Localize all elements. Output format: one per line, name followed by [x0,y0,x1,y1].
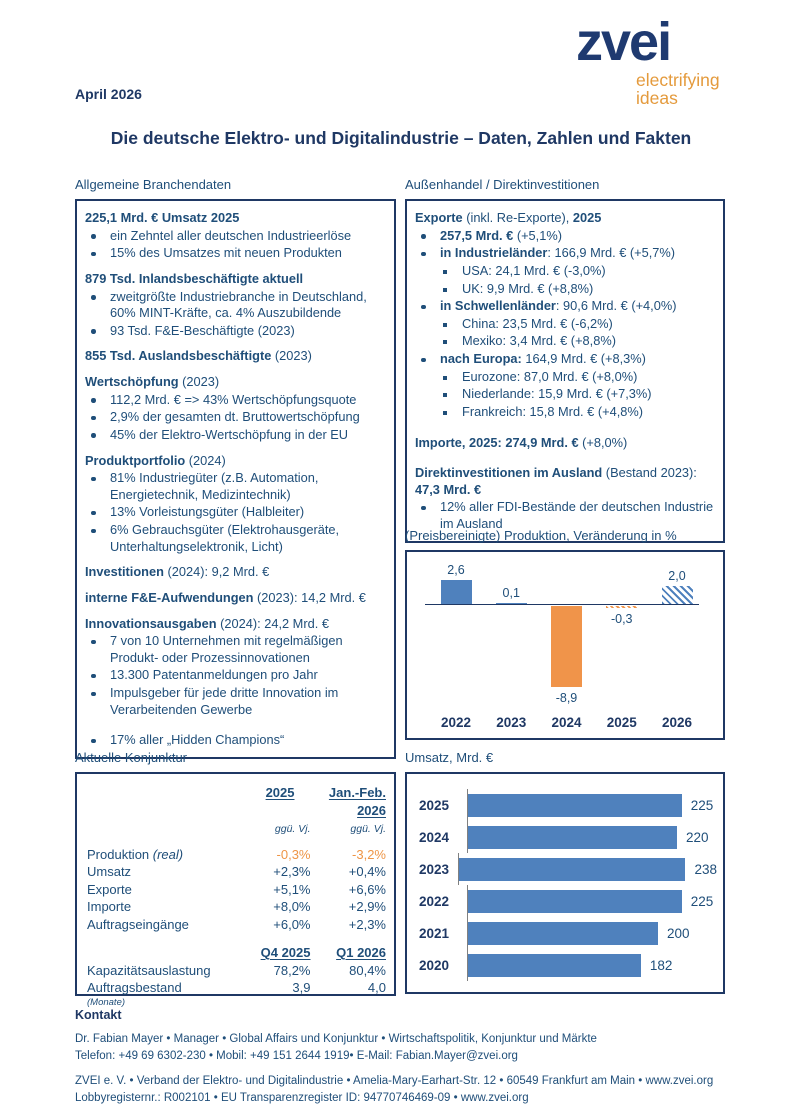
chart-bar [551,606,582,688]
fact-bullet: 15% des Umsatzes mit neuen Produkten [85,245,386,262]
fact-bullet: ein Zehntel aller deutschen Industrieerlöse [85,228,386,245]
chart-row [419,821,717,853]
section-konjunktur [75,750,396,1008]
fact-subbullet: UK: 9,9 Mrd. € (+8,8%) [415,281,715,298]
aussenhandel-box [405,199,725,543]
fact-heading: interne F&E-Aufwendungen (2023): 14,2 Mrd. € [85,589,366,605]
footer-contact-line1: Dr. Fabian Mayer • Manager • Global Affairs und Konjunktur • Wirtschaftspolitik, Konjunktur und Märkte [75,1033,597,1046]
section-label-aussenhandel: Außenhandel / Direktinvestitionen [405,177,600,192]
bar-area [467,789,717,821]
fact-bullet: 7 von 10 Unternehmen mit regelmäßigen Produkt- oder Prozessinnovationen [85,633,386,666]
chart-bar [468,890,682,913]
y-axis-tick-label: 2024 [419,829,450,845]
x-axis-tick-label: 2023 [496,715,527,730]
chart-bar [662,586,693,604]
footer-contact [75,1031,765,1064]
table-spacer [87,933,386,944]
column-header-2026: 2026 [357,802,386,818]
fact-bullet: in Industrieländer: 166,9 Mrd. € (+5,7%) [415,245,715,262]
fact-heading: Exporte (inkl. Re-Exporte), 2025 [415,210,602,225]
fact-bullet: 17% aller „Hidden Champions“ [85,732,386,749]
footer-org-line2: Lobbyregisternr.: R002101 • EU Transparenzregister ID: 94770746469-09 • www.zvei.org [75,1092,529,1105]
row-value: +2,3% [348,916,386,932]
x-axis-tick-label: 2026 [661,715,693,730]
produktion-chart-title: (Preisbereinigte) Produktion, Veränderung in % [405,528,677,543]
chart-bar [459,858,685,881]
column-header-jan-feb: Jan.-Feb. [328,785,386,800]
row-value: -0,3% [276,846,311,862]
fact-bullet: 6% Gebrauchsgüter (Elektrohausgeräte, Unterhaltungselektronik, Licht) [85,522,386,555]
fact-subbullet: Eurozone: 87,0 Mrd. € (+8,0%) [415,369,715,386]
row-value: 4,0 [367,980,386,995]
chart-bar [468,794,682,817]
row-value: +8,0% [273,899,311,914]
fact-bullet: 93 Tsd. F&E-Beschäftigte (2023) [85,323,386,340]
zvei-tagline [636,71,720,108]
chart-bar [441,580,472,604]
row-value: 3,9 [292,980,311,995]
row-label: Importe [87,899,132,914]
zvei-wordmark: zvei [576,12,671,72]
row-label: Auftragseingänge [87,916,189,932]
row-label: Exporte [87,881,132,897]
bar-value-label: 225 [690,893,714,909]
fact-bullet: in Schwellenländer: 90,6 Mrd. € (+4,0%) [415,298,715,315]
umsatz-chart [405,772,725,994]
bar-area [467,885,717,917]
produktion-chart [405,550,725,740]
bar-area [467,949,717,981]
row-value: +5,1% [273,881,311,897]
row-value: +6,6% [348,881,386,897]
chart-bar [468,826,677,849]
table-cell [87,819,235,846]
chart-bar [496,603,527,604]
y-axis-tick-label: 2020 [419,957,450,973]
chart-row [419,917,717,949]
column-header-2025: 2025 [265,785,295,800]
chart-row [419,949,717,981]
fact-heading: Innovationsausgaben (2024): 24,2 Mrd. € [85,615,329,631]
fact-heading: Produktportfolio (2024) [85,452,226,468]
footer-org-line1: ZVEI e. V. • Verband der Elektro- und Digitalindustrie • Amelia-Mary-Earhart-Str. 12 • 60549 Frankfurt am Main • www.zvei.org [75,1075,714,1088]
section-branchendaten [75,177,396,759]
row-label: Produktion (real) [87,846,184,862]
footer-contact-line2: Telefon: +49 69 6302-230 • Mobil: +49 151 2644 1919• E-Mail: Fabian.Mayer@zvei.org [75,1049,518,1062]
fact-heading: Wertschöpfung (2023) [85,374,220,389]
bar-value-label: 0,1 [502,586,520,600]
table-cell [235,802,311,820]
page-title: Die deutsche Elektro- und Digitalindustrie – Daten, Zahlen und Fakten [110,128,692,148]
bar-value-label: 182 [649,957,673,973]
fact-heading: 879 Tsd. Inlandsbeschäftigte aktuell [85,270,304,286]
bar-value-label: 2,6 [447,563,465,578]
bar-value-label: 200 [667,925,690,941]
fact-bullet: nach Europa: 164,9 Mrd. € (+8,3%) [415,351,715,368]
fact-bullet: 13.300 Patentanmeldungen pro Jahr [85,667,386,684]
row-label: Umsatz [87,864,132,879]
y-axis-tick-label: 2023 [419,861,450,877]
y-axis-tick-label: 2022 [419,893,450,909]
chart-row [419,885,717,917]
bar-value-label: 220 [686,829,709,845]
section-label-konjunktur: Aktuelle Konjunktur [75,750,188,765]
y-axis-tick-label: 2025 [419,797,450,813]
bar-value-label: -8,9 [555,691,578,706]
bar-area [467,821,717,853]
fact-bullet: 2,9% der gesamten dt. Bruttowertschöpfung [85,409,386,426]
footer-heading: Kontakt [75,1008,122,1022]
zvei-logo [576,12,720,109]
row-value: 78,2% [273,962,311,978]
table-cell [87,784,235,802]
section-produktion-chart [405,528,725,740]
row-label: Kapazitätsauslastung [87,962,211,978]
bar-value-label: -0,3 [610,612,633,627]
y-axis-tick-label: 2021 [419,925,450,941]
row-value: -3,2% [352,846,386,862]
fact-bullet: 12% aller FDI-Bestände der deutschen Industrie im Ausland [415,499,715,532]
fact-bullet: 13% Vorleistungsgüter (Halbleiter) [85,504,386,521]
column-header-q4: Q4 2025 [260,945,311,960]
bar-area [458,853,717,885]
x-axis-tick-label: 2022 [440,715,472,730]
footer-org [75,1073,765,1106]
chart-row [419,853,717,885]
bar-value-label: 238 [694,861,717,877]
fact-heading: Investitionen (2024): 9,2 Mrd. € [85,564,270,580]
row-value: +0,4% [348,864,386,879]
row-value: +6,0% [273,916,311,932]
bar-value-label: 2,0 [668,568,686,583]
column-subheader: ggü. Vj. [350,823,386,835]
konjunktur-table [75,772,396,1008]
fact-heading: Direktinvestitionen im Ausland (Bestand 2023): 47,3 Mrd. € [415,465,697,497]
column-header-q1: Q1 2026 [336,945,386,960]
fact-bullet: 81% Industriegüter (z.B. Automation, Energietechnik, Medizintechnik) [85,470,386,503]
issue-date: April 2026 [75,86,142,102]
row-value: +2,9% [348,899,386,914]
fact-bullet: Impulsgeber für jede dritte Innovation im Verarbeitenden Gewerbe [85,685,386,718]
fact-bullet: 257,5 Mrd. € (+5,1%) [415,228,715,245]
chart-bar [606,606,637,609]
fact-subbullet: Frankreich: 15,8 Mrd. € (+4,8%) [415,404,715,421]
fact-bullet: 112,2 Mrd. € => 43% Wertschöpfungsquote [85,392,386,409]
chart-row [419,789,717,821]
fact-subbullet: Niederlande: 15,9 Mrd. € (+7,3%) [415,386,715,403]
fact-heading: 855 Tsd. Auslandsbeschäftigte (2023) [85,348,312,364]
umsatz-chart-title: Umsatz, Mrd. € [405,750,494,765]
fact-subbullet: Mexiko: 3,4 Mrd. € (+8,8%) [415,333,715,350]
zvei-tagline-line1: electrifying [636,69,720,90]
section-aussenhandel [405,177,725,543]
fact-heading: 225,1 Mrd. € Umsatz 2025 [85,210,240,225]
table-cell [87,944,235,962]
row-label: Auftragsbestand (Monate) [87,980,182,1008]
branchendaten-box [75,199,396,759]
fact-bullet: zweitgrößte Industriebranche in Deutschland, 60% MINT-Kräfte, ca. 4% Auszubildende [85,289,386,322]
fact-subbullet: USA: 24,1 Mrd. € (-3,0%) [415,263,715,280]
row-value: 80,4% [349,962,386,978]
bar-value-label: 225 [690,797,714,813]
section-label-branchendaten: Allgemeine Branchendaten [75,177,232,192]
fact-bullet: 45% der Elektro-Wertschöpfung in der EU [85,427,386,444]
fact-heading: Importe, 2025: 274,9 Mrd. € (+8,0%) [415,434,628,450]
fact-subbullet: China: 23,5 Mrd. € (-6,2%) [415,316,715,333]
table-cell [87,802,235,820]
chart-bar [468,954,641,977]
konjunktur-grid [87,784,386,1008]
footer [75,1006,765,1116]
x-axis-tick-label: 2024 [551,715,582,730]
x-axis-tick-label: 2025 [606,715,637,730]
column-subheader: ggü. Vj. [274,823,311,835]
section-umsatz-chart [405,750,725,994]
row-value: +2,3% [273,864,311,879]
zvei-tagline-line2: ideas [636,88,678,109]
chart-bar [468,922,658,945]
bar-area [467,917,717,949]
